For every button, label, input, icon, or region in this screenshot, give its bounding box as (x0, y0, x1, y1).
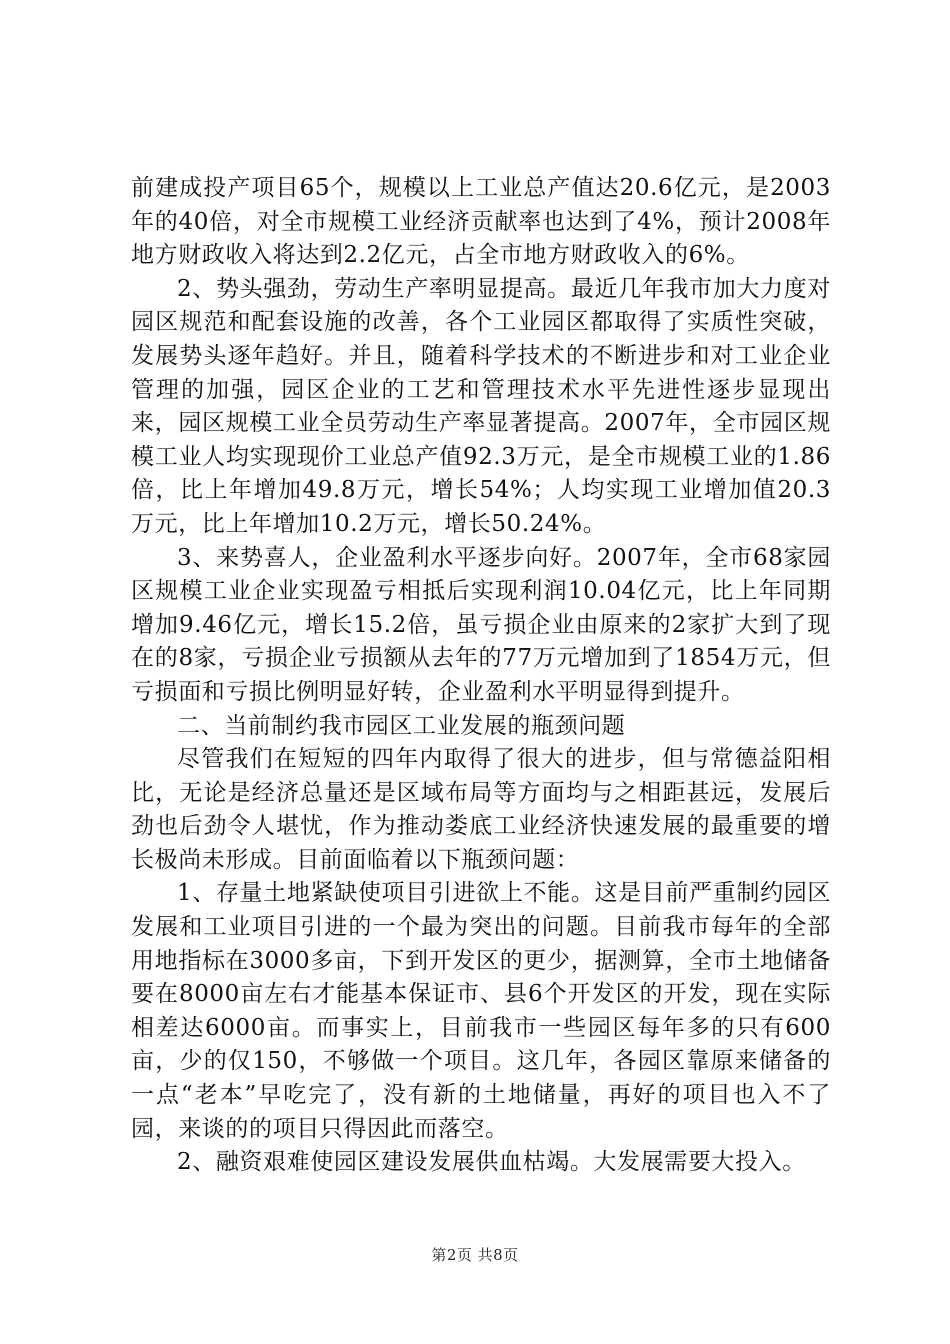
page-footer (0, 1244, 950, 1265)
paragraph-point-3: 3、来势喜人，企业盈利水平逐步向好。2007年，全市68家园区规模工业企业实现盈亏相抵后实现利润10.04亿元，比上年同期增加9.46亿元，增长15.2倍，虽亏损企业由原来的2家扩大到了现在的8家，亏损企业亏损额从去年的77万元增加到了1854万元，但亏损面和亏损比例明显好转，企业盈利水平明显得到提升。 (131, 544, 831, 705)
paragraph-section-intro: 尽管我们在短短的四年内取得了很大的进步，但与常德益阳相比，无论是经济总量还是区域布局等方面均与之相距甚远，发展后劲也后劲令人堪忧，作为推动娄底工业经济快速发展的最重要的增长极尚未形成。目前面临着以下瓶颈问题： (131, 746, 831, 873)
paragraph-point-2: 2、势头强劲，劳动生产率明显提高。最近几年我市加大力度对园区规范和配套设施的改善，各个工业园区都取得了实质性突破，发展势头逐年趋好。并且，随着科学技术的不断进步和对工业企业管理的加强，园区企业的工艺和管理技术水平先进性逐步显现出来，园区规模工业全员劳动生产率显著提高。2007年，全市园区规模工业人均实现现价工业总产值92.3万元，是全市规模工业的1.86倍，比上年增加49.8万元，增长54%；人均实现工业增加值20.3万元，比上年增加10.2万元，增长50.24%。 (131, 275, 831, 537)
page-number-label: 第2页 共8页 (431, 1246, 519, 1264)
paragraph-continuation: 前建成投产项目65个，规模以上工业总产值达20.6亿元，是2003年的40倍，对全市规模工业经济贡献率也达到了4%，预计2008年地方财政收入将达到2.2亿元，占全市地方财政收入的6%。 (131, 175, 831, 269)
section-heading: 二、当前制约我市园区工业发展的瓶颈问题 (177, 712, 626, 739)
paragraph-problem-1: 1、存量土地紧缺使项目引进欲上不能。这是目前严重制约园区发展和工业项目引进的一个最为突出的问题。目前我市每年的全部用地指标在3000多亩，下到开发区的更少，据测算，全市土地储备要在8000亩左右才能基本保证市、县6个开发区的开发，现在实际相差达6000亩。而事实上，目前我市一些园区每年多的只有600亩，少的仅150，不够做一个项目。这几年，各园区靠原来储备的一点“老本”早吃完了，没有新的土地储量，再好的项目也入不了园，来谈的的项目只得因此而落空。 (131, 880, 831, 1142)
document-body (131, 172, 831, 1180)
paragraph-problem-2: 2、融资艰难使园区建设发展供血枯竭。大发展需要大投入。 (177, 1149, 806, 1176)
